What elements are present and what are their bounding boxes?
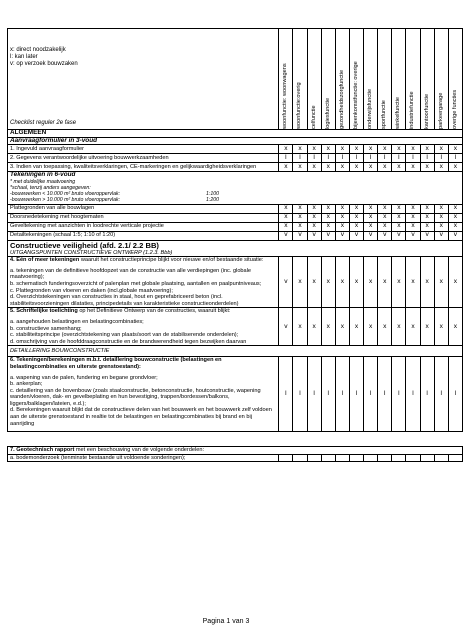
note-scale: 1:200 (206, 197, 219, 204)
mark-cell: x (406, 308, 420, 346)
mark-cell: x (378, 257, 392, 308)
item-title-rest: met een beschouwing van de volgende onderdelen: (74, 447, 205, 454)
note-schaal: *schaal, tenzij anders aangegeven: (10, 184, 91, 191)
mark-cell: l (349, 154, 363, 163)
item-4-line-c: c. Plattegronden van vloeren en daken (incl.globale maatvoering); (10, 287, 173, 294)
mark-cell: v (335, 231, 349, 240)
row-label: 2. Gegevens verantwoordelijke uitvoering bouwwerkzaamheden (8, 154, 279, 163)
table-row (8, 308, 463, 346)
mark-cell: x (364, 163, 378, 172)
item-title-rest: waaruit het constructieprincipe blijkt voor nieuwe en/of bestaande situatie: (79, 257, 264, 264)
mark-cell: x (420, 257, 434, 308)
item-title-bold: 7. Geotechnisch rapport (10, 447, 75, 454)
mark-cell: x (420, 163, 434, 172)
mark-cell (448, 454, 462, 462)
mark-cell: x (321, 213, 335, 222)
mark-cell: x (321, 145, 335, 154)
column-header-label: celfunctie (310, 105, 317, 129)
tekeningen-notes (10, 179, 460, 204)
table-row (8, 204, 463, 213)
note-text: -bouwwerken > 10.000 m² bruto vloeroppervlak: (10, 197, 121, 204)
uitgangspunten-title: UITGANGSPUNTEN CONSTRUCTIEVE ONTWERP (1.2.3. Bbb) (10, 249, 173, 256)
item-5-line-d: d. omschrijving van de hoofddraagconstructie en de brandwerendheid tegen bezwijken daarvan (10, 338, 247, 345)
mark-cell: x (364, 145, 378, 154)
mark-cell: x (420, 204, 434, 213)
table-row (8, 257, 463, 308)
column-header-gezondheidszorgfunctie (335, 29, 349, 130)
mark-cell: x (364, 257, 378, 308)
column-header-label: winkelfunctie (395, 96, 402, 129)
mark-cell: x (434, 163, 448, 172)
mark-cell: l (392, 154, 406, 163)
checklist-table (7, 28, 463, 462)
mark-cell: v (448, 231, 462, 240)
mark-cell: x (293, 257, 307, 308)
mark-cell: x (378, 222, 392, 231)
mark-cell: x (307, 257, 321, 308)
item-4-line-b: b. schematisch funderingsoverzicht of palenplan met globale plaatsing, aantallen en paalpuntniveaus; (10, 280, 262, 287)
legend-x: x: direct noodzakelijk (10, 47, 66, 54)
table-row (8, 163, 463, 172)
constructieve-block (8, 240, 463, 257)
mark-cell: l (364, 357, 378, 432)
mark-cell: x (406, 222, 420, 231)
mark-cell: x (364, 222, 378, 231)
mark-cell: x (434, 257, 448, 308)
column-header-label: bijeenkomstfunctie: overige (352, 61, 359, 129)
mark-cell: x (321, 204, 335, 213)
table-row (8, 357, 463, 432)
item-title-bold: 4. Eén of meer tekeningen (10, 257, 80, 264)
mark-cell: l (349, 357, 363, 432)
section-row (8, 130, 463, 138)
mark-cell: x (448, 163, 462, 172)
note-scale: 1:100 (206, 191, 219, 198)
item-6-line-a: a. wapening van de palen, fundering en begane grondvloer; (10, 374, 158, 381)
item-5-cell (8, 308, 279, 346)
mark-cell: x (279, 145, 293, 154)
item-6-line-c: c. detaillering van de bovenbouw (zoals staalconstructie, betonconstructie, houtconstructie, wapening wanden/vloeren, dak- en gevelbeplating en hun bevestiging, trappen/bordessen/balkons, liggers/balklagen/lateien, e.d.); (10, 387, 261, 407)
item-6-line-d: d. Berekeningen waaruit blijkt dat de constructieve delen van het bouwwerk en het bouwwerk zelf voldoen aan de uiterste grenstoestand in realtie tot de belastingen en belastingcombinaties bij brand en bij aanrijding (10, 407, 272, 427)
mark-cell (420, 454, 434, 462)
item-5-title (10, 308, 276, 315)
item-4-line-a: a. tekeningen van de definitieve hoofdopzet van de constructie van alle verdiepingen (inc. globale maatvoering); (10, 267, 252, 281)
mark-cell: v (434, 231, 448, 240)
mark-cell: v (307, 231, 321, 240)
mark-cell: v (378, 231, 392, 240)
mark-cell: x (420, 308, 434, 346)
column-header-label: logiesfunctie (324, 97, 331, 129)
header-row (8, 29, 463, 130)
section-row (8, 240, 463, 257)
mark-cell: l (307, 154, 321, 163)
mark-cell: x (307, 163, 321, 172)
mark-cell: x (392, 308, 406, 346)
mark-cell: l (448, 357, 462, 432)
mark-cell: x (434, 145, 448, 154)
table-row (8, 213, 463, 222)
mark-cell: l (378, 357, 392, 432)
column-header-celfunctie (307, 29, 321, 130)
column-header-overige-functies (448, 29, 462, 130)
mark-cell: x (364, 204, 378, 213)
item-title-bold: 6. Tekeningen/berekeningen m.b.t. detaillering bouwconstructie (belastingen en belastingcombinaties en uiterste grenstoestand): (10, 357, 222, 370)
table-row (8, 231, 463, 240)
mark-cell (392, 454, 406, 462)
mark-cell: v (392, 231, 406, 240)
mark-cell: x (307, 308, 321, 346)
mark-cell: x (364, 308, 378, 346)
mark-cell: x (349, 204, 363, 213)
column-header-industriefunctie (406, 29, 420, 130)
item-5-line-c: c. stabiliteitsprincipe (overzichtstekening van plaats/soort van de stabiliserende onderdelen); (10, 332, 239, 339)
mark-cell: x (434, 308, 448, 346)
item-5-line-a: a. aangehouden belastingen en belastingcombinaties; (10, 318, 144, 325)
item-7-line-a: a. bodemonderzoek (tenminste bestaande uit voldoende sonderingen); (8, 454, 279, 462)
mark-cell: x (448, 308, 462, 346)
mark-cell: x (349, 213, 363, 222)
mark-cell: x (349, 257, 363, 308)
mark-cell: l (307, 357, 321, 432)
item-title-bold: 5. Schriftelijke toelichting (10, 308, 78, 315)
column-header-label: woonfunctie:overig (296, 82, 303, 129)
item-title-rest: op het Definitieve Ontwerp van de constructies, waaruit blijkt: (77, 308, 231, 315)
legend-cell (8, 29, 279, 130)
item-7-title-cell (8, 447, 463, 455)
mark-cell: x (406, 204, 420, 213)
mark-cell: x (321, 222, 335, 231)
mark-cell: l (321, 357, 335, 432)
mark-cell: x (321, 163, 335, 172)
mark-cell (293, 454, 307, 462)
mark-cell: x (392, 257, 406, 308)
column-header-onderwijsfunctie (364, 29, 378, 130)
mark-cell: v (279, 231, 293, 240)
mark-cell: x (279, 163, 293, 172)
mark-cell: x (392, 163, 406, 172)
mark-cell: x (321, 257, 335, 308)
mark-cell: l (406, 154, 420, 163)
tekeningen-block (8, 172, 463, 204)
column-header-label: onderwijsfunctie (367, 88, 374, 129)
column-header-winkelfunctie (392, 29, 406, 130)
mark-cell (406, 454, 420, 462)
column-header-parkeergarage (434, 29, 448, 130)
mark-cell: l (434, 357, 448, 432)
mark-cell: x (335, 222, 349, 231)
mark-cell (434, 454, 448, 462)
mark-cell (321, 454, 335, 462)
mark-cell: x (448, 257, 462, 308)
mark-cell: x (378, 163, 392, 172)
tekeningen-title: Tekeningen in 6-voud (10, 171, 76, 179)
mark-cell: l (420, 357, 434, 432)
column-header-kantoorfunctie (420, 29, 434, 130)
mark-cell: x (321, 308, 335, 346)
mark-cell: v (349, 231, 363, 240)
column-header-label: overige functies (451, 89, 458, 129)
item-5-line-b: b. constructieve samenhang; (10, 325, 82, 332)
mark-cell (335, 454, 349, 462)
spacer-row (8, 432, 463, 447)
mark-cell: l (364, 154, 378, 163)
mark-cell: l (378, 154, 392, 163)
mark-cell: v (279, 257, 293, 308)
mark-cell: l (279, 154, 293, 163)
aanvraag-title: Aanvraagformulier in 3-voud (8, 137, 463, 145)
mark-cell: x (434, 204, 448, 213)
mark-cell: x (293, 145, 307, 154)
table-row (8, 154, 463, 163)
item-6-cell (8, 357, 279, 432)
mark-cell: x (420, 213, 434, 222)
mark-cell: x (392, 222, 406, 231)
mark-cell: l (434, 154, 448, 163)
item-4-line-d: d. Overzichtstekeningen van constructies in staal, hout en geprefabriceerd beton (incl. stabiliteitsvoorzieningen dilataties, principedetails van karakteristieke constructieonderdelen) (10, 294, 239, 307)
mark-cell: l (420, 154, 434, 163)
mark-cell: x (448, 204, 462, 213)
mark-cell: x (406, 163, 420, 172)
mark-cell: x (448, 222, 462, 231)
checklist-table-container (7, 28, 463, 462)
mark-cell: x (392, 145, 406, 154)
mark-cell: v (321, 231, 335, 240)
mark-cell: l (293, 154, 307, 163)
checklist-title: Checklist reguler 2e fase (10, 120, 77, 127)
mark-cell: x (448, 145, 462, 154)
mark-cell: x (307, 213, 321, 222)
legend-v: v: op verzoek bouwzaken (10, 61, 78, 68)
mark-cell: x (279, 213, 293, 222)
mark-cell: x (448, 213, 462, 222)
column-header-label: sportfunctie (381, 100, 388, 129)
mark-cell: x (279, 204, 293, 213)
column-header-sportfunctie (378, 29, 392, 130)
item-4-title (10, 257, 276, 264)
mark-cell: x (378, 204, 392, 213)
column-header-label: gezondheidszorgfunctie (338, 69, 345, 129)
mark-cell: x (420, 145, 434, 154)
row-label: Geveltekening met aanzichten in loodrechte verticale projectie (8, 222, 279, 231)
row-label: Detailtekeningen (schaal 1:5; 1:10 of 1:20) (8, 231, 279, 240)
item-6-title (10, 357, 276, 370)
mark-cell: x (293, 222, 307, 231)
mark-cell: x (335, 308, 349, 346)
column-header-woonwagens (279, 29, 293, 130)
table-row (8, 222, 463, 231)
mark-cell: x (293, 204, 307, 213)
table-row (8, 447, 463, 455)
mark-cell: x (335, 145, 349, 154)
mark-cell: l (321, 154, 335, 163)
note-maatvoering: * met duidelijke maatvoering (10, 178, 76, 185)
row-label: Doorsnedetekening met hoogtematen (8, 213, 279, 222)
mark-cell (279, 454, 293, 462)
mark-cell: l (293, 357, 307, 432)
mark-cell: v (293, 231, 307, 240)
column-header-bijeenkomstfunctie (349, 29, 363, 130)
mark-cell: x (293, 308, 307, 346)
mark-cell: x (293, 213, 307, 222)
subsection-row (8, 137, 463, 145)
mark-cell: x (293, 163, 307, 172)
mark-cell: x (349, 222, 363, 231)
subsection-row (8, 172, 463, 204)
mark-cell: x (392, 204, 406, 213)
mark-cell: x (307, 222, 321, 231)
column-header-woonfunctie-overig (293, 29, 307, 130)
legend (10, 47, 276, 68)
mark-cell: x (349, 163, 363, 172)
item-6-line-b: b. ankerplan; (10, 381, 43, 388)
row-label: Plattegronden van alle bouwlagen (8, 204, 279, 213)
mark-cell: x (349, 308, 363, 346)
item-4-cell (8, 257, 279, 308)
detaillering-title: DETAILLERING BOUWCONSTRUCTIE (8, 346, 463, 357)
mark-cell: v (420, 231, 434, 240)
mark-cell: l (335, 357, 349, 432)
mark-cell: x (378, 145, 392, 154)
note-text: -bouwwerken < 10.000 m² bruto vloeroppervlak: (10, 191, 121, 198)
mark-cell: l (279, 357, 293, 432)
mark-cell: x (279, 222, 293, 231)
mark-cell: x (335, 204, 349, 213)
mark-cell: l (448, 154, 462, 163)
mark-cell: x (349, 145, 363, 154)
table-row (8, 145, 463, 154)
mark-cell: v (364, 231, 378, 240)
mark-cell: l (335, 154, 349, 163)
mark-cell: x (420, 222, 434, 231)
section-algemeen: ALGEMEEN (8, 130, 463, 138)
mark-cell (307, 454, 321, 462)
mark-cell: v (406, 231, 420, 240)
legend-l: l: kan later (10, 54, 38, 61)
mark-cell: x (335, 213, 349, 222)
mark-cell: x (364, 213, 378, 222)
mark-cell (364, 454, 378, 462)
mark-cell: x (434, 213, 448, 222)
mark-cell: x (406, 213, 420, 222)
mark-cell: x (392, 213, 406, 222)
mark-cell: v (279, 308, 293, 346)
mark-cell: x (378, 308, 392, 346)
mark-cell: x (434, 222, 448, 231)
table-row (8, 454, 463, 462)
mark-cell: l (392, 357, 406, 432)
note-large-buildings (10, 197, 270, 203)
mark-cell (378, 454, 392, 462)
mark-cell: x (406, 145, 420, 154)
column-header-label: kantoorfunctie (423, 93, 430, 129)
row-label: 3. Indien van toepassing, kwaliteitsverklaringen, CE-markeringen en gelijkwaardigheidsverklaringen (8, 163, 279, 172)
mark-cell: x (335, 257, 349, 308)
constructieve-title: Constructieve veiligheid (afd. 2.1/ 2.2 BB) (10, 240, 159, 250)
mark-cell: x (307, 145, 321, 154)
column-header-label: industriefunctie (409, 91, 416, 129)
mark-cell: x (406, 257, 420, 308)
section-row (8, 346, 463, 357)
column-header-label: woonfunctie: woonwagens (282, 63, 289, 129)
mark-cell: x (307, 204, 321, 213)
column-header-logiesfunctie (321, 29, 335, 130)
page-footer: Pagina 1 van 3 (202, 618, 250, 625)
row-label: 1. Ingevuld aanvraagformulier (8, 145, 279, 154)
column-header-label: parkeergarage (437, 92, 444, 129)
mark-cell: l (406, 357, 420, 432)
mark-cell: x (335, 163, 349, 172)
mark-cell: x (378, 213, 392, 222)
mark-cell (349, 454, 363, 462)
